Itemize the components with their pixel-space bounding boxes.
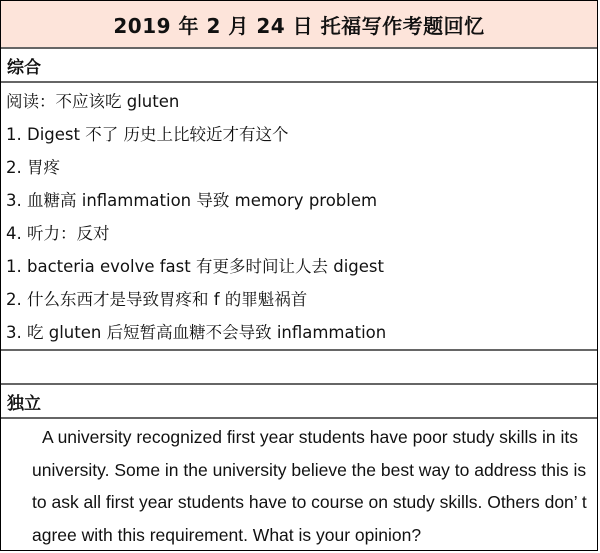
page-title: 2019 年 2 月 24 日 托福写作考题回忆 <box>1 1 597 49</box>
note-line: 2. 胃疼 <box>6 158 60 177</box>
section-header-integrated: 综合 <box>1 49 597 83</box>
note-line: 阅读：不应该吃 gluten <box>6 92 180 111</box>
note-line: 3. 吃 gluten 后短暂高血糖不会导致 inflammation <box>6 323 387 342</box>
independent-prompt: A university recognized first year students have poor study skills in its university. Some in the university believe the best way to address this is to ask all first year students have to course on study skills. Others don’ t agree with this requirement. What is your opinion? <box>32 427 587 545</box>
integrated-notes <box>1 85 597 351</box>
note-line: 2. 什么东西才是导致胃疼和 f 的罪魁祸首 <box>6 290 308 309</box>
note-line: 1. bacteria evolve fast 有更多时间让人去 digest <box>6 257 384 276</box>
note-line: 4. 听力：反对 <box>6 224 110 243</box>
note-line: 1. Digest 不了 历史上比较近才有这个 <box>6 125 289 144</box>
empty-row <box>1 351 597 385</box>
section-header-independent: 独立 <box>1 385 597 419</box>
note-line: 3. 血糖高 inflammation 导致 memory problem <box>6 191 378 210</box>
